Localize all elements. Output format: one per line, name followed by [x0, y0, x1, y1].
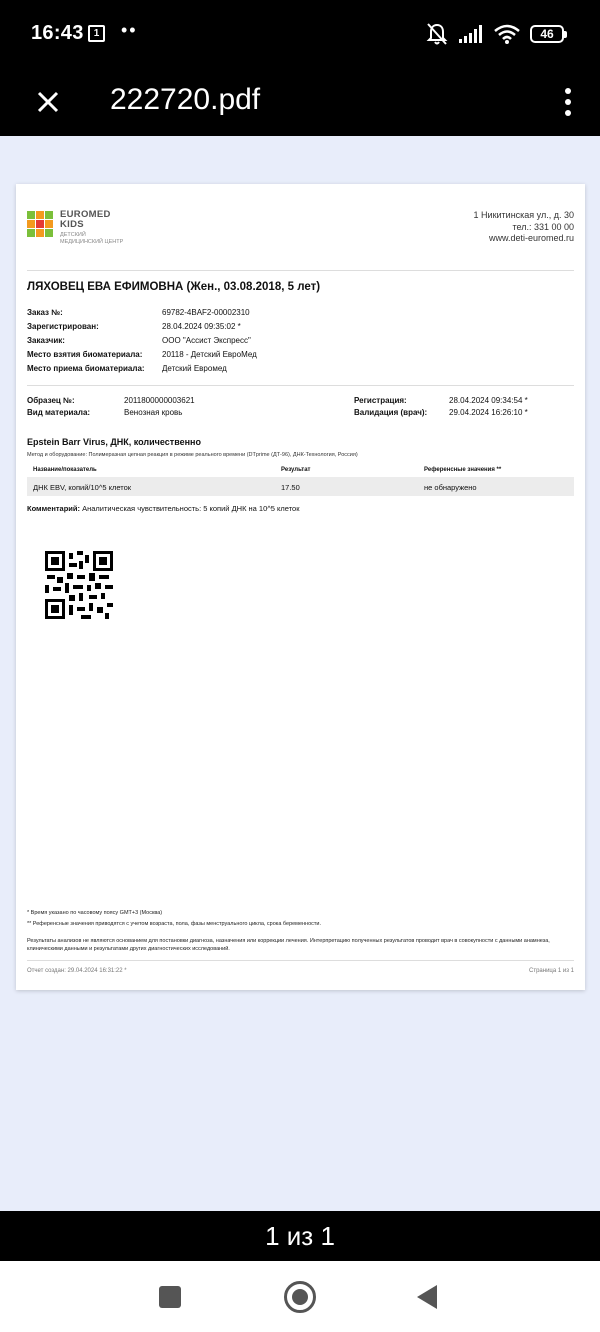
- disclaimer: Результаты анализов не являются основанием для постановки диагноза, назначения или коррекции лечения. Интерпретацию полученных результатов проводит врач в совокупности с данными анамнеза, клиническими данными и результатами других диагностических исследований.: [27, 938, 550, 952]
- reception-place-value: Детский Евромед: [162, 364, 227, 373]
- comment-text: Аналитическая чувствительность: 5 копий ДНК на 10^5 клеток: [82, 504, 300, 513]
- home-button[interactable]: [284, 1281, 316, 1313]
- divider: [27, 270, 574, 271]
- registration-label: Регистрация:: [354, 396, 407, 405]
- cell-reference: не обнаружено: [424, 483, 477, 492]
- cell-result: 17.50: [281, 483, 300, 492]
- bell-muted-icon: [426, 22, 448, 46]
- collection-place-value: 20118 - Детский ЕвроМед: [162, 350, 257, 359]
- test-name: Epstein Barr Virus, ДНК, количественно: [27, 437, 201, 447]
- report-created: Отчет создан: 29.04.2024 16:31:22 *: [27, 968, 127, 974]
- divider: [27, 960, 574, 961]
- calendar-icon: 1: [88, 25, 105, 42]
- app-bar: [0, 68, 600, 136]
- website-link[interactable]: www.deti-euromed.ru: [488, 233, 574, 243]
- validation-label: Валидация (врач):: [354, 408, 428, 417]
- sample-value: 2011800000003621: [124, 396, 195, 405]
- registered-value: 28.04.2024 09:35:02 *: [162, 322, 241, 331]
- document-title: 222720.pdf: [110, 83, 261, 116]
- clock: 16:43: [31, 22, 84, 44]
- column-header-reference: Референсные значения **: [424, 467, 502, 473]
- clinic-address: 1 Никитинская ул., д. 30 тел.: 331 00 00 www.deti-euromed.ru: [473, 210, 574, 243]
- back-button[interactable]: [417, 1285, 437, 1309]
- order-value: 69782-4BAF2-00002310: [162, 308, 250, 317]
- recents-button[interactable]: [159, 1286, 181, 1308]
- reception-place-label: Место приема биоматериала:: [27, 364, 145, 373]
- comment: [27, 504, 300, 513]
- material-label: Вид материала:: [27, 408, 91, 417]
- customer-label: Заказчик:: [27, 336, 65, 345]
- page-indicator: 1 из 1: [0, 1211, 600, 1261]
- more-notifications-icon: ••: [121, 20, 138, 40]
- collection-place-label: Место взятия биоматериала:: [27, 350, 143, 359]
- more-vert-icon: [565, 88, 571, 94]
- close-button[interactable]: [28, 82, 68, 122]
- qr-code-icon: [45, 551, 113, 619]
- euromed-logo-icon: [27, 211, 53, 237]
- footnote-reference: ** Референсные значения приводятся с учетом возраста, пола, фазы менструального цикла, срока беременности.: [27, 921, 322, 927]
- footnote-timezone: * Время указано по часовому поясу GMT+3 (Москва): [27, 910, 163, 916]
- order-label: Заказ №:: [27, 308, 63, 317]
- signal-icon: [458, 24, 484, 44]
- test-method: Метод и оборудование: Полимеразная цепная реакция в режиме реального времени (DTprime (ДТ-96), ДНК-Технология, Россия): [27, 452, 358, 458]
- sample-label: Образец №:: [27, 396, 75, 405]
- wifi-icon: [494, 23, 520, 45]
- registration-value: 28.04.2024 09:34:54 *: [449, 396, 528, 405]
- divider: [27, 385, 574, 386]
- registered-label: Зарегистрирован:: [27, 322, 99, 331]
- battery-icon: 46: [530, 25, 564, 43]
- material-value: Венозная кровь: [124, 408, 183, 417]
- column-header-result: Результат: [281, 467, 311, 473]
- more-options-button[interactable]: [556, 82, 580, 122]
- patient-name: ЛЯХОВЕЦ ЕВА ЕФИМОВНА (Жен., 03.08.2018, 5 лет): [27, 281, 321, 293]
- brand-name: EUROMED KIDS: [60, 209, 111, 230]
- pdf-page[interactable]: [16, 184, 585, 990]
- page-number: Страница 1 из 1: [529, 968, 574, 974]
- brand-subtitle: ДЕТСКИЙ МЕДИЦИНСКИЙ ЦЕНТР: [60, 232, 124, 245]
- column-header-name: Название/показатель: [33, 467, 97, 473]
- customer-value: ООО "Ассист Экспресс": [162, 336, 251, 345]
- cell-indicator: ДНК EBV, копий/10^5 клеток: [33, 483, 132, 492]
- status-bar: [0, 0, 600, 68]
- validation-value: 29.04.2024 16:26:10 *: [449, 408, 528, 417]
- comment-label: Комментарий:: [27, 504, 81, 513]
- close-icon: [36, 90, 60, 114]
